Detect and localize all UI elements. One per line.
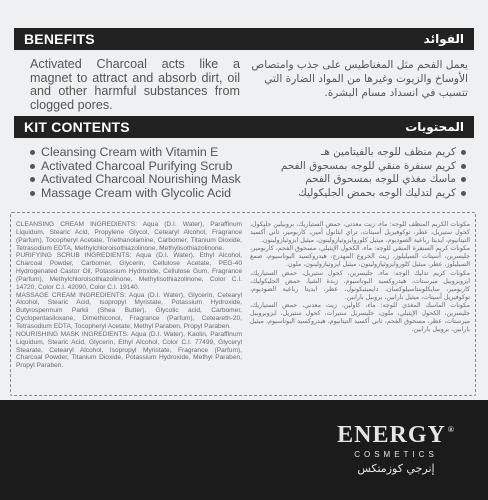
ingredients-ar bbox=[250, 221, 470, 393]
kit-list-ar bbox=[256, 146, 466, 200]
bullet-icon bbox=[30, 150, 35, 155]
kit-item-en: Activated Charcoal Nourishing Mask bbox=[30, 173, 250, 187]
nourishing-mask-ingredients-ar: مكونات الماسك المغذي للوجه: ماء، كاولين، زيت معدني، حمض الستياريك، جليسرين، الكحول الإيثيلي، ملون، جليسريل ستيرات، كحول ستيريل، ايزوبروبيل ميرستات، عطر، مسحوق الفحم، ثاني أكسيد التيتانيوم، هيدروكسيد البوتاسيوم، ميثيل بارابين، بروبيل بارابين. bbox=[250, 301, 470, 334]
cleansing-cream-ingredients: CLEANSING CREAM INGREDIENTS: Aqua (D.I. Water), Paraffinum Liquidum, Stearic Acid, Propylene Glycol, Cetearyl Alcohol, Fragrance (Parfum), Tocopheryl Acetate, Triethanolamine, Carbomer, Titanium Dioxide, Tetrasodium EDTA, Methylchloroisothiazolinone, Methylisothiazolinone. bbox=[16, 221, 242, 252]
kit-item-en: Cleansing Cream with Vitamin E bbox=[30, 146, 250, 160]
kit-title-en: KIT CONTENTS bbox=[24, 119, 130, 135]
kit-item-en: Activated Charcoal Purifying Scrub bbox=[30, 160, 250, 174]
nourishing-mask-ingredients: NOURISHING MASK INGREDIENTS: Aqua (D.I. Water), Kaolin, Paraffinum Liquidum, Stearic Acid, Glycerin, Ethyl Alcohol, Color C.I. 77499, Glyceryl Stearate, Cetearyl Alcohol, Isopropyl Myristate, Fragrance (Parfum), Charcoal Powder, Titanium Dioxide, Potassium Hydroxide, Methyl Paraben, Propyl Paraben. bbox=[16, 330, 242, 370]
bullet-icon bbox=[30, 177, 35, 182]
kit-title-ar: المحتويات bbox=[405, 120, 464, 134]
massage-cream-ingredients-ar: مكونات كريم تدليك الوجه: ماء، جليسرين، كحول ستيريل، حمض الستياريك، ايزوبروبيل ميرستات، هيدروكسيد البوتاسيوم، زبدة الشيا، حمض الجليكوليك، كاربومير، سايكلوبنتاسيلوكسان، دايميثيكونول، عطر، ايديتا رباعية الصوديوم، توكوفيريل أسيتات، ميثيل بارابين، بروبيل بارابين. bbox=[250, 269, 470, 301]
kit-item-ar: ماسك مغذي للوجه بمسحوق الفحم bbox=[256, 173, 466, 187]
purifying-scrub-ingredients-ar: مكونات كريم السنفرة المنقي للوجه: ماء، الكحول الإيثيلي، مسحوق الفحم، كاربومير، جليسرين، أسيتات السيليلوز، زيت الخروع المهدرج، هيدروكسيد البوتاسيوم، صمغ السيليلوز، عطر، ميثيل كلوروايزوثيازولينون، ميثيل ايزوثيازولينون، ملون. bbox=[250, 245, 470, 269]
massage-cream-ingredients: MASSAGE CREAM INGREDIENTS: Aqua (D.I. Water), Glycerin, Cetearyl Alcohol, Stearic Acid, Isopropyl Myristate, Potassium Hydroxide, Butyrospermum Parkii (Shea Butter), Glycolic acid, Carbomer, Cyclopentasiloxane, Dimethiconol, Fragrance (Parfum), Ceteareth-20, Tetrasodium EDTA, Tocopheryl Acetate, Methyl Paraben, Propyl Paraben. bbox=[16, 291, 242, 330]
brand-name: ENERGY ® bbox=[337, 422, 455, 448]
cleansing-cream-ingredients-ar: مكونات الكريم المنظف للوجه: ماء، زيت معدني، حمض الستياريك، بروبيلين جليكول، كحول ستيريل، عطر، توكوفيريل أسيتات، تراي ايثانول أمين، كاربومير، ثاني أكسيد التيتانيوم، ايديتا رباعية الصوديوم، ميثيل كلوروايزوثيازولينون، ميثيل ايزوثيازولينون. bbox=[250, 221, 470, 245]
bullet-icon bbox=[461, 177, 466, 182]
benefits-title-ar: الفوائد bbox=[423, 32, 464, 46]
brand-tagline: COSMETICS bbox=[354, 450, 438, 459]
benefits-title-en: BENEFITS bbox=[24, 31, 95, 47]
ingredients-en bbox=[16, 221, 242, 393]
kit-contents-header bbox=[14, 116, 474, 138]
bullet-icon bbox=[30, 164, 35, 169]
bullet-icon bbox=[461, 164, 466, 169]
purifying-scrub-ingredients: PURIFYING SCRUB INGREDIENTS: Aqua (D.I. Water), Ethyl Alcohol, Charcoal Powder, Carbomer, Glycerin, Cellulose Acetate, PEG-40 Hydrogenated Castor Oil, Potassium Hydroxide, Cellulose Gum, Fragrance (Parfum), Methylchloroisothiazolinone, Methylisothiazolinone, Color C.I. 14720, Color C.I. 42090, Color C.I. 19140. bbox=[16, 252, 242, 291]
registered-mark: ® bbox=[447, 425, 455, 434]
kit-item-ar: كريم منظف للوجه بالفيتامين هـ bbox=[256, 146, 466, 160]
kit-item-ar: كريم سنفرة منقي للوجه بمسحوق الفحم bbox=[256, 160, 466, 174]
benefits-text-ar: يعمل الفحم مثل المغناطيس على جذب وامتصاص الأوساخ والزيوت وغيرها من المواد الضارة التي تتسبب في انسداد مسام البشرة. bbox=[251, 59, 468, 99]
brand-logo bbox=[326, 422, 466, 475]
kit-item-en: Massage Cream with Glycolic Acid bbox=[30, 187, 250, 201]
benefits-text-en: Activated Charcoal acts like a magnet to attract and absorb dirt, oil and other harmful substances from clogged pores. bbox=[30, 57, 240, 112]
kit-list-en bbox=[30, 146, 250, 200]
brand-name-ar: إنرجي كوزمتكس bbox=[357, 462, 435, 475]
kit-item-ar: كريم لتدليك الوجه بحمض الجليكوليك bbox=[256, 187, 466, 201]
bullet-icon bbox=[461, 150, 466, 155]
bullet-icon bbox=[461, 191, 466, 196]
bullet-icon bbox=[30, 191, 35, 196]
benefits-header bbox=[14, 28, 474, 50]
